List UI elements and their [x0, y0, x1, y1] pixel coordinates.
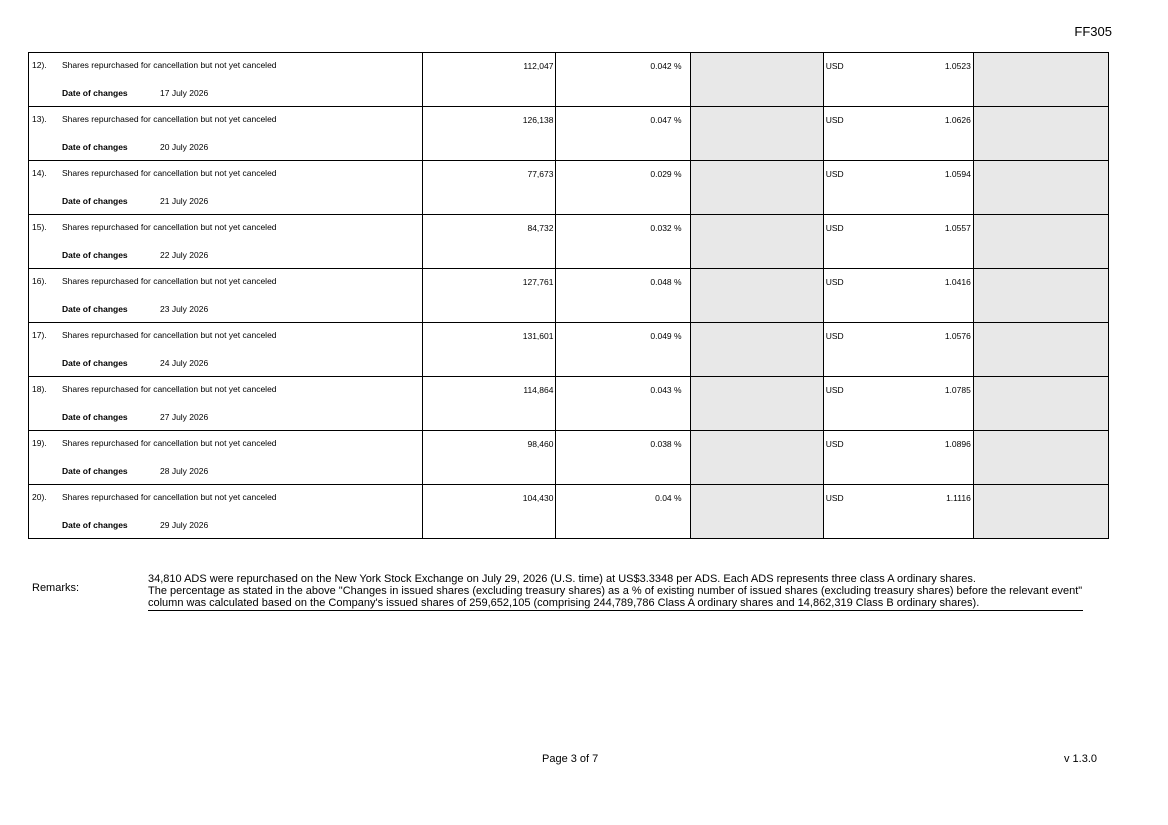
percent-cell [556, 323, 690, 377]
shares-value: 84,732 [527, 223, 554, 233]
row-description: Shares repurchased for cancellation but not yet canceled [62, 330, 277, 340]
row-index: 12). [32, 60, 47, 70]
shaded-cell [973, 161, 1108, 215]
description-cell [29, 269, 423, 323]
shares-cell [423, 269, 556, 323]
shares-value: 77,673 [527, 169, 554, 179]
row-description: Shares repurchased for cancellation but not yet canceled [62, 492, 277, 502]
description-cell [29, 377, 423, 431]
date-of-changes-value: 17 July 2026 [160, 88, 209, 98]
remarks-text [148, 573, 1083, 611]
row-index: 14). [32, 168, 47, 178]
shaded-cell [973, 485, 1108, 539]
table-row [29, 377, 1109, 431]
description-cell [29, 53, 423, 107]
price-value: 1.0523 [944, 61, 971, 71]
currency-value: USD [825, 331, 844, 341]
description-cell [29, 215, 423, 269]
price-value: 1.0594 [944, 169, 971, 179]
date-of-changes-label: Date of changes [62, 358, 128, 368]
date-of-changes-value: 23 July 2026 [160, 304, 209, 314]
date-of-changes-label: Date of changes [62, 520, 128, 530]
currency-value: USD [825, 223, 844, 233]
price-cell [823, 53, 973, 107]
shaded-cell [690, 323, 823, 377]
table-row [29, 269, 1109, 323]
row-index: 16). [32, 276, 47, 286]
row-index: 18). [32, 384, 47, 394]
row-index: 15). [32, 222, 47, 232]
shares-cell [423, 53, 556, 107]
shaded-cell [690, 215, 823, 269]
price-value: 1.0557 [944, 223, 971, 233]
price-cell [823, 323, 973, 377]
shaded-cell [973, 53, 1108, 107]
table-row [29, 53, 1109, 107]
percent-cell [556, 377, 690, 431]
description-cell [29, 161, 423, 215]
shaded-cell [690, 107, 823, 161]
remarks-paragraph-2: The percentage as stated in the above "Changes in issued shares (excluding treasury shares) as a % of existing number of issued shares (excluding treasury shares) before the relevant event" column was calculated based on the Company's issued shares of 259,652,105 (comprising 244,789,786 Class A ordinary shares and 14,862,319 Class B ordinary shares). [148, 585, 1083, 609]
date-of-changes-label: Date of changes [62, 304, 128, 314]
table-row [29, 323, 1109, 377]
table-row [29, 161, 1109, 215]
shares-value: 131,601 [522, 331, 554, 341]
description-cell [29, 107, 423, 161]
description-cell [29, 485, 423, 539]
row-description: Shares repurchased for cancellation but not yet canceled [62, 438, 277, 448]
shaded-cell [973, 431, 1108, 485]
changes-table [28, 52, 1109, 539]
remarks-paragraph-1: 34,810 ADS were repurchased on the New York Stock Exchange on July 29, 2026 (U.S. time) at US$3.3348 per ADS. Each ADS represents three class A ordinary shares. [148, 573, 976, 585]
shares-value: 98,460 [527, 439, 554, 449]
description-cell [29, 431, 423, 485]
price-cell [823, 485, 973, 539]
price-cell [823, 269, 973, 323]
shaded-cell [973, 269, 1108, 323]
shares-value: 114,864 [523, 385, 554, 395]
currency-value: USD [825, 439, 844, 449]
page-number: Page 3 of 7 [542, 753, 599, 765]
currency-value: USD [825, 169, 844, 179]
currency-value: USD [825, 61, 844, 71]
date-of-changes-label: Date of changes [62, 196, 128, 206]
currency-value: USD [825, 115, 844, 125]
price-cell [823, 377, 973, 431]
shares-value: 126,138 [522, 115, 554, 125]
shaded-cell [690, 377, 823, 431]
percent-cell [556, 269, 690, 323]
shaded-cell [973, 107, 1108, 161]
date-of-changes-label: Date of changes [62, 250, 128, 260]
row-index: 13). [32, 114, 47, 124]
percent-value: 0.038 % [650, 439, 682, 449]
price-cell [823, 161, 973, 215]
price-value: 1.0896 [944, 439, 971, 449]
shaded-cell [690, 269, 823, 323]
percent-cell [556, 107, 690, 161]
row-description: Shares repurchased for cancellation but not yet canceled [62, 384, 277, 394]
row-index: 17). [32, 330, 47, 340]
currency-value: USD [825, 277, 844, 287]
price-cell [823, 215, 973, 269]
shares-cell [423, 161, 556, 215]
percent-value: 0.047 % [650, 115, 682, 125]
price-cell [823, 107, 973, 161]
percent-value: 0.04 % [655, 493, 682, 503]
date-of-changes-value: 28 July 2026 [160, 466, 209, 476]
percent-cell [556, 215, 690, 269]
price-value: 1.0785 [944, 385, 971, 395]
shares-value: 112,047 [523, 61, 554, 71]
shaded-cell [973, 377, 1108, 431]
row-index: 20). [32, 492, 47, 502]
shares-cell [423, 485, 556, 539]
date-of-changes-value: 20 July 2026 [160, 142, 209, 152]
currency-value: USD [825, 493, 844, 503]
date-of-changes-value: 22 July 2026 [160, 250, 209, 260]
table-row [29, 431, 1109, 485]
percent-cell [556, 53, 690, 107]
shares-value: 104,430 [522, 493, 554, 503]
percent-cell [556, 431, 690, 485]
shaded-cell [973, 215, 1108, 269]
table-row [29, 215, 1109, 269]
percent-cell [556, 161, 690, 215]
table-row [29, 485, 1109, 539]
shares-cell [423, 215, 556, 269]
price-value: 1.1116 [946, 493, 971, 503]
price-cell [823, 431, 973, 485]
table-row [29, 107, 1109, 161]
percent-cell [556, 485, 690, 539]
shaded-cell [690, 161, 823, 215]
price-value: 1.0416 [944, 277, 971, 287]
percent-value: 0.049 % [650, 331, 682, 341]
remarks-label: Remarks: [32, 582, 80, 594]
version-label: v 1.3.0 [1063, 753, 1097, 765]
row-description: Shares repurchased for cancellation but not yet canceled [62, 114, 277, 124]
shaded-cell [973, 323, 1108, 377]
price-value: 1.0626 [944, 115, 971, 125]
date-of-changes-label: Date of changes [62, 466, 128, 476]
date-of-changes-label: Date of changes [62, 88, 128, 98]
shaded-cell [690, 431, 823, 485]
date-of-changes-value: 24 July 2026 [160, 358, 209, 368]
currency-value: USD [825, 385, 844, 395]
form-code: FF305 [1074, 24, 1112, 39]
row-description: Shares repurchased for cancellation but not yet canceled [62, 276, 277, 286]
description-cell [29, 323, 423, 377]
shares-cell [423, 323, 556, 377]
shaded-cell [690, 53, 823, 107]
price-value: 1.0576 [944, 331, 971, 341]
percent-value: 0.043 % [650, 385, 682, 395]
date-of-changes-value: 29 July 2026 [160, 520, 209, 530]
date-of-changes-label: Date of changes [62, 412, 128, 422]
row-index: 19). [32, 438, 47, 448]
row-description: Shares repurchased for cancellation but not yet canceled [62, 60, 277, 70]
shaded-cell [690, 485, 823, 539]
percent-value: 0.048 % [650, 277, 682, 287]
percent-value: 0.029 % [650, 169, 682, 179]
shares-value: 127,761 [522, 277, 554, 287]
date-of-changes-value: 21 July 2026 [160, 196, 209, 206]
date-of-changes-label: Date of changes [62, 142, 128, 152]
shares-cell [423, 431, 556, 485]
row-description: Shares repurchased for cancellation but not yet canceled [62, 222, 277, 232]
percent-value: 0.042 % [650, 61, 682, 71]
row-description: Shares repurchased for cancellation but not yet canceled [62, 168, 277, 178]
date-of-changes-value: 27 July 2026 [160, 412, 209, 422]
shares-cell [423, 377, 556, 431]
percent-value: 0.032 % [650, 223, 682, 233]
shares-cell [423, 107, 556, 161]
